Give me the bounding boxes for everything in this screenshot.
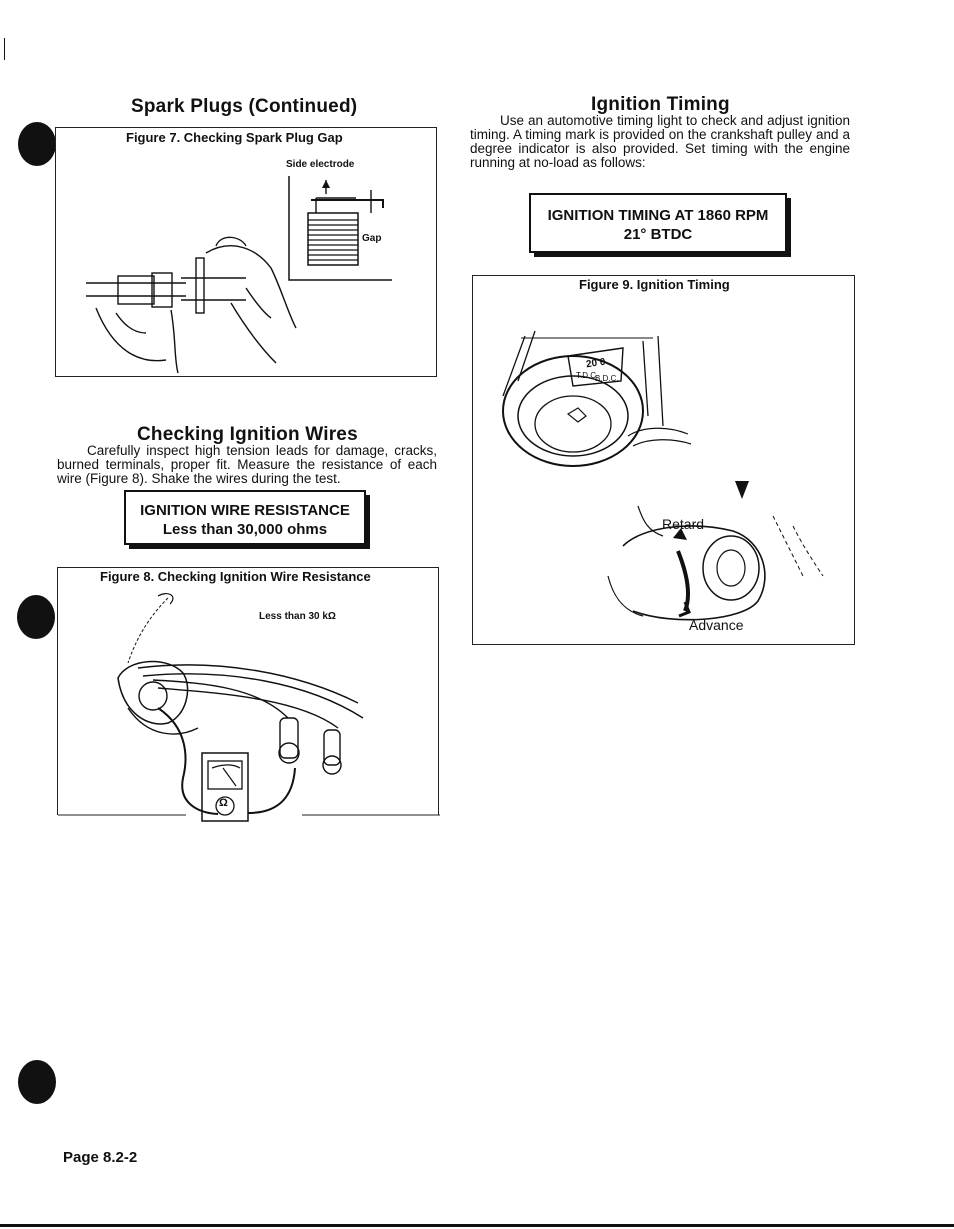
binder-hole-top [18,122,56,166]
figure-8-caption: Figure 8. Checking Ignition Wire Resistance [100,569,371,584]
crankshaft-pulley-illustration [473,276,856,646]
left-margin-mark [4,38,5,60]
gap-label: Gap [362,233,382,244]
figure-7-caption: Figure 7. Checking Spark Plug Gap [126,130,343,145]
checking-ignition-wires-heading: Checking Ignition Wires [137,424,358,445]
binder-hole-bottom [18,1060,56,1104]
page-number: Page 8.2-2 [63,1149,138,1166]
spark-plugs-heading: Spark Plugs (Continued) [131,96,358,117]
figure-7-box [55,127,437,377]
ignition-wire-resistance-illustration [58,568,440,816]
tdc-label: T.D.C. [576,371,599,380]
advance-label: Advance [689,617,744,633]
ignition-wire-resistance-spec [124,490,366,545]
wire-resistance-spec-value: Less than 30,000 ohms [162,521,328,538]
timing-spec-value: 21° BTDC [623,226,693,243]
binder-hole-middle [17,595,55,639]
ignition-timing-spec [529,193,787,253]
bdc-label: B.D.C. [595,374,619,383]
spark-plug-gap-illustration [56,128,438,378]
ignition-timing-paragraph: Use an automotive timing light to check and adjust ignition timing. A timing mark is provided on the crankshaft pulley and a degree indicator is also provided. Set timing with the engine running at no-load as follows: [470,113,850,170]
figure-9-box [472,275,855,645]
figure-9-caption: Figure 9. Ignition Timing [579,277,730,292]
timing-plate-degrees: 20 0 [585,356,607,371]
figure-8-box [57,567,439,815]
side-electrode-label: Side electrode [286,159,355,170]
less-than-30k-label: Less than 30 kΩ [259,611,336,622]
ignition-wires-paragraph: Carefully inspect high tension leads for damage, cracks, burned terminals, proper fit. Measure the resistance of each wire (Figure 8). Shake the wires during the test. [57,443,437,486]
bottom-rule [0,1224,954,1227]
wire-resistance-spec-title: IGNITION WIRE RESISTANCE [140,502,350,519]
ohm-symbol: Ω [219,797,228,809]
timing-spec-title: IGNITION TIMING AT 1860 RPM [547,207,769,224]
ignition-timing-heading: Ignition Timing [591,94,730,115]
retard-label: Retard [662,516,705,532]
